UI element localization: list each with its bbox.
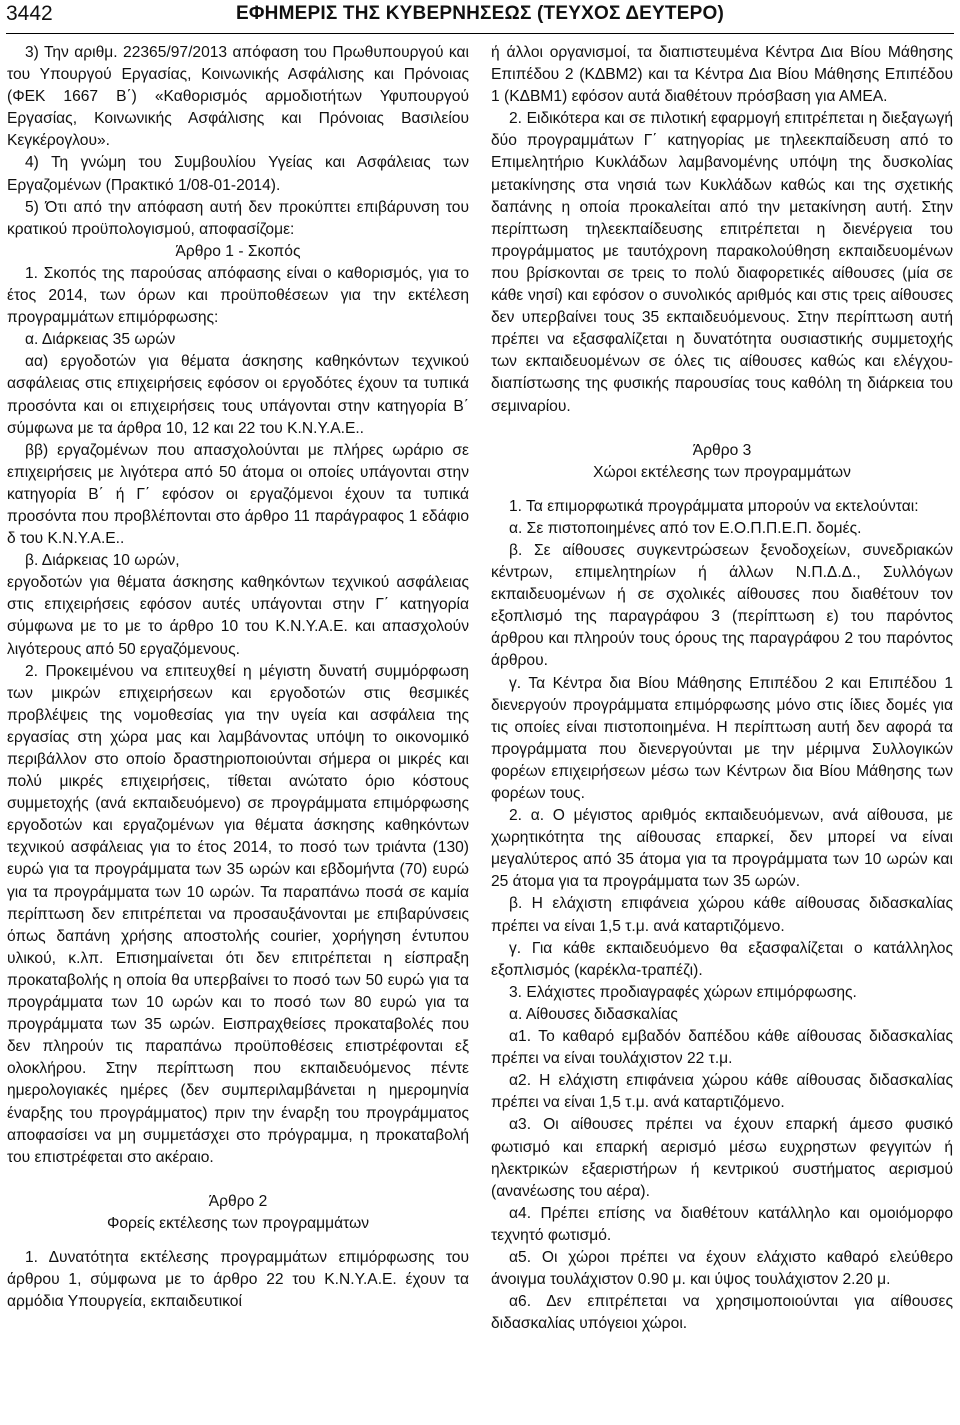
paragraph: 1. Σκοπός της παρούσας απόφασης είναι ο καθορισμός, για το έτος 2014, των όρων και προϋποθέσεων για την εκτέλεση προγραμμάτων επιμόρφωσης: [7,264,469,327]
paragraph: 1. Τα επιμορφωτικά προγράμματα μπορούν να εκτελούνται: [509,497,919,515]
paragraph: 2. Ειδικότερα και σε πιλοτική εφαρμογή επιτρέπεται η διεξαγωγή δύο προγραμμάτων Γ΄ κατηγορίας με τηλεεκπαίδευση από το Επιμελητήριο Κυκλάδων λαμβανομένης υπόψη της δυσκολίας μετακίνησης στα νησιά των Κυκλάδων καθώς και της σχετικής δαπάνης η οποία προκαλείται από την μετακίνηση αυτή. Στην περίπτωση τηλεεκπαίδευσης επιτρέπεται η διενέργεια του προγράμματος με ταυτόχρονη παρακολούθηση εκπαιδευομένων που βρίσκονται σε τρεις το πολύ διαφορετικές αίθουσες (μία σε κάθε νησί) και εφόσον ο συνολικός αριθμός και στις τρεις αίθουσες δεν υπερβαίνει τους 35 εκπαιδευόμενους. Στην περίπτωση αυτή πρέπει να εξασφαλίζεται η δυνατότητα ουσιαστικής συμμετοχής των εκπαιδευομένων σε όλες τις αίθουσες καθώς και ελέγχου-διαπίστωσης της φυσικής παρουσίας τους καθόλη τη διάρκεια του σεμιναρίου. [491,110,953,415]
article-2-heading: Άρθρο 2 [208,1192,268,1210]
page-number: 3442 [6,2,53,25]
paragraph: 1. Δυνατότητα εκτέλεσης προγραμμάτων επιμόρφωσης του άρθρου 1, σύμφωνα με το άρθρο 22 του Κ.Ν.Υ.Α.Ε. έχουν τα αρμόδια Υπουργεία, εκπαιδευτικοί [7,1248,469,1311]
paragraph: αα) εργοδοτών για θέματα άσκησης καθηκόντων τεχνικού ασφάλειας στις επιχειρήσεις εφόσον οι εργοδότες έχουν τα τυπικά προσόντα και οι επιχειρήσεις τους υπάγονται στην κατηγορία Β΄ σύμφωνα με τα άρθρα 10, 12 και 22 του Κ.Ν.Υ.Α.Ε.. [7,353,469,437]
article-1-heading: Άρθρο 1 - Σκοπός [175,242,301,260]
paragraph: 2. α. Ο μέγιστος αριθμός εκπαιδευόμενων, ανά αίθουσα, με χωρητικότητα της αίθουσας επαρκεί, δεν μπορεί να είναι μεγαλύτερος από 35 άτομα για τα προγράμματα των 10 ωρών και 25 άτομα για τα προγράμματα των 35 ωρών. [491,807,953,891]
paragraph: 2. Προκειμένου να επιτευχθεί η μέγιστη δυνατή συμμόρφωση των μικρών επιχειρήσεων και εργοδοτών στις θεσμικές προβλέψεις της νομοθεσίας για την υγεία και ασφάλεια της εργασίας στη χώρα μας και λαμβάνοντας υπόψη το οικονομικό περιβάλλον στο οποίο δραστηριοποιούνται σήμερα οι μικρές και πολύ μικρές επιχειρήσεις, τίθεται ανώτατο όριο κόστους συμμετοχής (ανά εκπαιδευόμενο) σε προγράμματα επιμόρφωσης εργοδοτών και εργαζομένων για θέματα άσκησης καθηκόντων τεχνικού ασφάλειας για το έτος 2014, το ποσό των τριάντα (130) ευρώ για τα προγράμματα των 35 ωρών και εβδομήντα (70) ευρώ για τα προγράμματα των 10 ωρών. Τα παραπάνω ποσά σε καμία περίπτωση δεν επιτρέπεται να προσαυξάνονται με επιβαρύνσεις όπως δαπάνη χρήσης αποστολής courier, χορήγηση έντυπου υλικού, κ.λπ. Επισημαίνεται ότι δεν επιτρέπεται η είσπραξη προκαταβολής η οποία θα υπερβαίνει το ποσό των 50 ευρώ για τα προγράμματα των 10 ωρών και το ποσό των 80 ευρώ για τα προγράμματα των 35 ωρών. Εισπραχθείσες προκαταβολές που δεν πληρούν τις παραπάνω προϋποθέσεις επιστρέφονται εξ ολοκλήρου. Στην περίπτωση που εκπαιδευόμενος πέντε ημερολογιακές ημέρες (δεν συμπεριλαμβάνεται η ημερομηνία έναρξης του προγράμματος) πριν την έναρξη του προγράμματος αποφασίσει να μη συμμετάσχει στο πρόγραμμα, η προκαταβολή του επιστρέφεται στο ακέραιο. [7,662,469,1166]
paragraph: γ. Τα Κέντρα δια Βίου Μάθησης Επιπέδου 2 και Επιπέδου 1 διενεργούν προγράμματα επιμόρφωσης μόνο στις ίδιες δομές για τις οποίες είναι πιστοποιημένα. Η περίπτωση αυτή δεν αφορά τα προγράμματα που διενεργούνται με την μέριμνα Συλλογικών φορέων επιχειρήσεων μέσω των Κέντρων δια Βίου Μάθησης των φορέων τους. [491,674,953,802]
page-header [6,0,954,34]
right-column [491,42,953,1335]
paragraph: ή άλλοι οργανισμοί, τα διαπιστευμένα Κέντρα Δια Βίου Μάθησης Επιπέδου 2 (ΚΔΒΜ2) και τα Κέντρα Δια Βίου Μάθησης Επιπέδου 1 (ΚΔΒΜ1) εφόσον αυτά διαθέτουν πρόσβαση για ΑΜΕΑ. [491,44,953,106]
article-3-heading: Άρθρο 3 [692,441,752,459]
paragraph: α4. Πρέπει επίσης να διαθέτουν κατάλληλο και ομοιόμορφο τεχνητό φωτισμό. [491,1204,953,1244]
paragraph: α. Σε πιστοποιημένες από τον Ε.Ο.Π.Π.Ε.Π. δομές. [509,519,862,537]
paragraph: 5) Ότι από την απόφαση αυτή δεν προκύπτει επιβάρυνση του κρατικού προϋπολογισμού, αποφασίζομε: [7,198,469,238]
paragraph: α1. Το καθαρό εμβαδόν δαπέδου κάθε αίθουσας διδασκαλίας πρέπει να είναι τουλάχιστον 22 τ.μ. [491,1028,953,1068]
paragraph: ββ) εργαζομένων που απασχολούνται με πλήρες ωράριο σε επιχειρήσεις με λιγότερα από 50 άτομα οι οποίες υπάγονται στην κατηγορία Β΄ ή Γ΄ εφόσον οι εργαζόμενοι έχουν τα τυπικά προσόντα που προβλέπονται στο άρθρο 11 παράγραφος 1 εδάφιο δ του Κ.Ν.Υ.Α.Ε.. [7,441,469,548]
paragraph: β. Η ελάχιστη επιφάνεια χώρου κάθε αίθουσας διδασκαλίας πρέπει να είναι 1,5 τ.μ. ανά καταρτιζόμενο. [491,895,953,935]
paragraph: α. Διάρκειας 35 ωρών [25,331,176,349]
paragraph: 4) Τη γνώμη του Συμβουλίου Υγείας και Ασφάλειας των Εργαζομένων (Πρακτικό 1/08-01-2014). [7,154,469,194]
left-column [7,42,469,1313]
paragraph: α6. Δεν επιτρέπεται να χρησιμοποιούνται για αίθουσες διδασκαλίας υπόγειοι χώροι. [491,1293,953,1333]
paragraph: εργοδοτών για θέματα άσκησης καθηκόντων τεχνικού ασφάλειας στις επιχειρήσεις εφόσον αυτές υπάγονται στην Γ΄ κατηγορία σύμφωνα με το με το άρθρο 10 του Κ.Ν.Υ.Α.Ε. και απασχολούν λιγότερους από 50 εργαζόμενους. [7,574,469,658]
paragraph: α5. Οι χώροι πρέπει να έχουν ελάχιστο καθαρό ελεύθερο άνοιγμα τουλάχιστον 0.90 μ. και ύψος τουλάχιστον 2.20 μ. [491,1248,953,1289]
paragraph: α3. Οι αίθουσες πρέπει να έχουν επαρκή άμεσο φυσικό φωτισμό και επαρκή αερισμό μέσω ευχρηστων φεγγιτών ή ηλεκτρικών εξαεριστήρων ή κεντρικού συστήματος αερισμού (ανανέωσης του αέρα). [491,1116,953,1200]
paragraph: α2. Η ελάχιστη επιφάνεια χώρου κάθε αίθουσας διδασκαλίας πρέπει να είναι 1,5 τ.μ. ανά καταρτιζόμενο. [491,1072,953,1112]
paragraph: β. Σε αίθουσες συγκεντρώσεων ξενοδοχείων, συνεδριακών κέντρων, επιμελητηρίων ή άλλων Ν.Π.Δ.Δ., Συλλόγων εκπαιδευομένων ή σε σχολικές αίθουσες που διαθέτουν τον εξοπλισμό της παραγράφου 3 (περίπτωση ε) του παρόντος άρθρου και πληρούν τους όρους της παραγράφου 2 του παρόντος άρθρου. [491,541,953,670]
journal-title: ΕΦΗΜΕΡΙΣ ΤΗΣ ΚΥΒΕΡΝΗΣΕΩΣ (ΤΕΥΧΟΣ ΔΕΥΤΕΡΟ) [236,3,724,24]
article-2-subheading: Φορείς εκτέλεσης των προγραμμάτων [106,1214,370,1232]
paragraph: γ. Για κάθε εκπαιδευόμενο θα εξασφαλίζεται ο κατάλληλος εξοπλισμός (καρέκλα-τραπέζι). [491,939,953,979]
paragraph: α. Αίθουσες διδασκαλίας [509,1005,678,1023]
paragraph: 3) Την αριθμ. 22365/97/2013 απόφαση του Πρωθυπουργού και του Υπουργού Εργασίας, Κοινωνικής Ασφάλισης και Πρόνοιας (ΦΕΚ 1667 Β΄) «Καθορισμός αρμοδιοτήτων Υφυπουργού Εργασίας, Κοινωνικής Ασφάλισης και Πρόνοιας Βασιλείου Κεγκέρογλου». [7,44,469,150]
article-3-subheading: Χώροι εκτέλεσης των προγραμμάτων [593,463,851,481]
paragraph: 3. Ελάχιστες προδιαγραφές χώρων επιμόρφωσης. [509,983,857,1001]
paragraph: β. Διάρκειας 10 ωρών, [25,552,180,570]
